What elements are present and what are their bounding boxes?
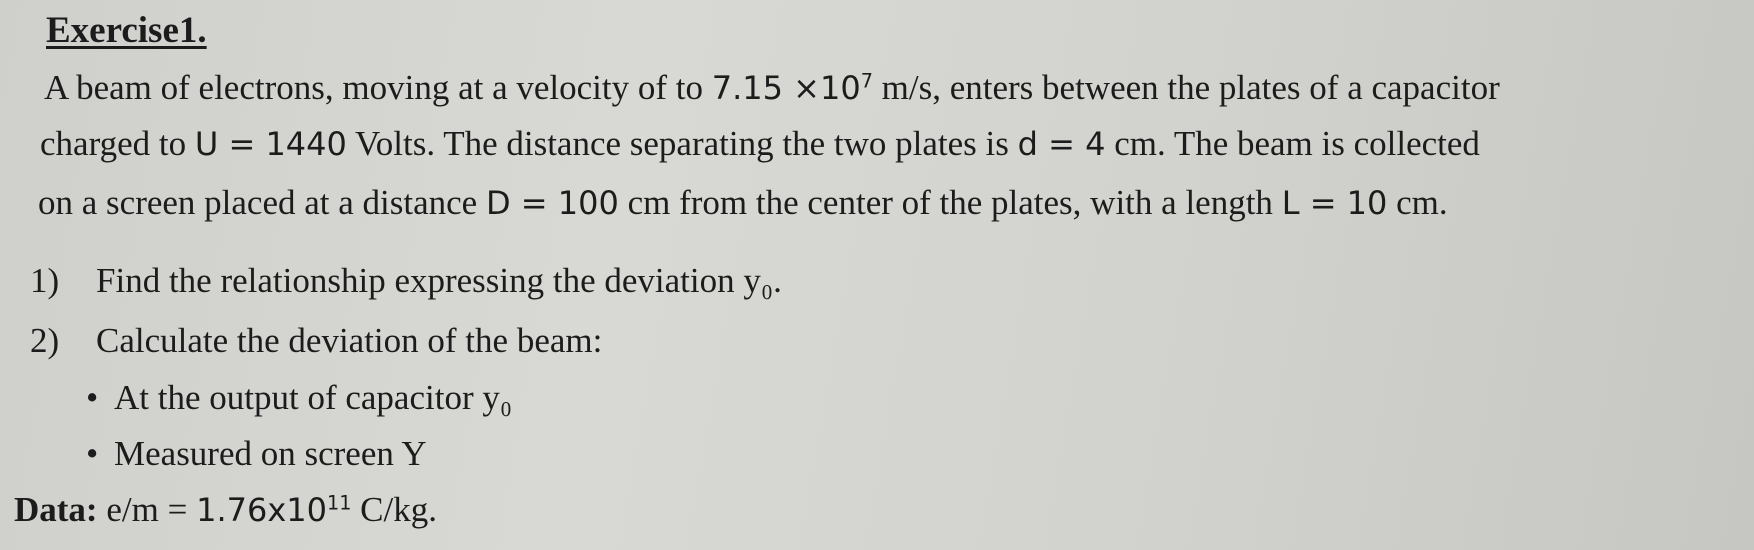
question-1-number: 1) bbox=[30, 261, 60, 300]
question-2-text: Calculate the deviation of the beam: bbox=[96, 321, 603, 360]
velocity-mantissa: 7.15 ×10 bbox=[711, 69, 861, 107]
line2-text-a: charged to bbox=[40, 124, 195, 163]
line2-text-c: cm. The beam is collected bbox=[1105, 124, 1480, 163]
line3-text-a: on a screen placed at a distance bbox=[38, 183, 486, 222]
ratio-unit: C/kg. bbox=[351, 490, 437, 529]
problem-line-1 bbox=[44, 70, 1500, 105]
charge-mass-ratio-value bbox=[196, 491, 351, 529]
bullet-2-text: Measured on screen Y bbox=[114, 434, 427, 473]
line1-text-a: A beam of electrons, moving at a velocity of to bbox=[44, 68, 712, 107]
charge-mass-ratio-label: e/m = bbox=[97, 490, 197, 529]
bullet-item-1 bbox=[86, 380, 512, 415]
bullet-1-text: At the output of capacitor y₀ bbox=[114, 378, 513, 417]
question-1 bbox=[30, 263, 782, 298]
question-2 bbox=[30, 323, 602, 358]
plate-length-value: L = 10 bbox=[1281, 184, 1388, 222]
line3-text-c: cm. bbox=[1387, 183, 1448, 222]
line2-text-b: Volts. The distance separating the two plates is bbox=[346, 124, 1018, 163]
velocity-value bbox=[712, 69, 873, 107]
line1-text-b: m/s, enters between the plates of a capacitor bbox=[872, 68, 1500, 107]
problem-line-3 bbox=[38, 185, 1448, 220]
ratio-exponent: 11 bbox=[326, 491, 352, 515]
exercise-title: Exercise1. bbox=[46, 10, 207, 51]
bullet-item-2 bbox=[86, 436, 427, 471]
problem-line-2 bbox=[40, 126, 1480, 161]
screen-distance-value: D = 100 bbox=[485, 184, 619, 222]
question-2-number: 2) bbox=[30, 321, 60, 360]
bullet-icon: • bbox=[86, 434, 99, 473]
data-label: Data: bbox=[14, 490, 98, 529]
velocity-exponent: 7 bbox=[860, 69, 873, 93]
data-line bbox=[14, 492, 437, 527]
question-1-text: Find the relationship expressing the deviation y₀. bbox=[96, 261, 782, 300]
bullet-icon: • bbox=[86, 378, 99, 417]
plate-distance-value: d = 4 bbox=[1017, 125, 1106, 163]
ratio-mantissa: 1.76x10 bbox=[196, 491, 327, 529]
voltage-value: U = 1440 bbox=[194, 125, 347, 163]
line3-text-b: cm from the center of the plates, with a length bbox=[618, 183, 1282, 222]
